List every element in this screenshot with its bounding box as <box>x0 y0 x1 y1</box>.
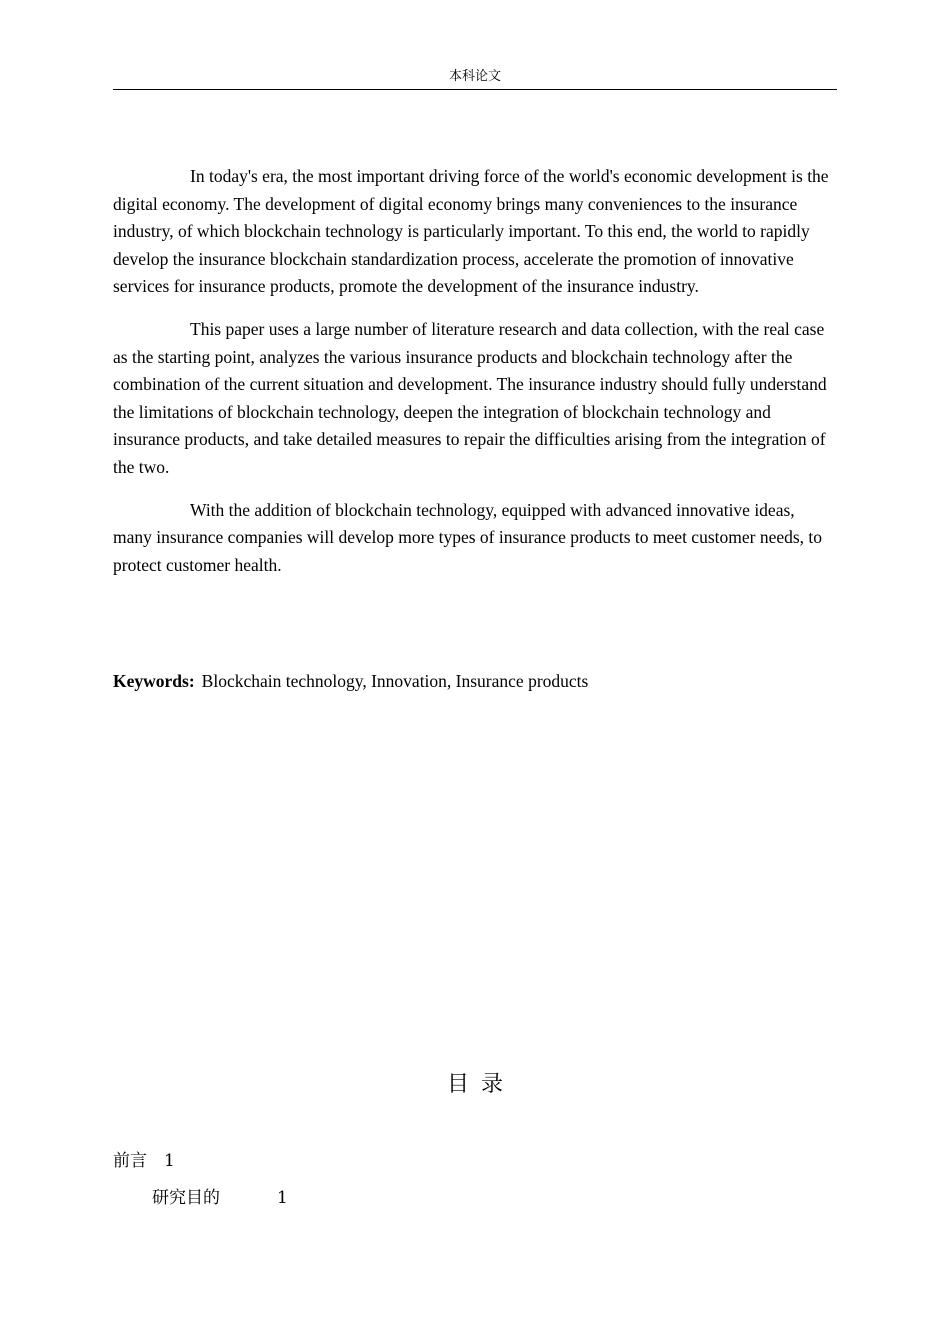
toc-entry-preface[interactable] <box>113 1149 175 1173</box>
toc-entry-label: 研究目的 <box>152 1188 220 1208</box>
keywords-value: Blockchain technology, Innovation, Insurance products <box>201 671 589 691</box>
toc-title: 目录 <box>446 1072 515 1097</box>
toc-entry-page: 1 <box>277 1188 288 1208</box>
abstract-paragraph-1: In today's era, the most important driving force of the world's economic development is the digital economy. The development of digital economy brings many conveniences to the insurance industry, of which blockchain technology is particularly important. To this end, the world to rapidly develop the insurance blockchain standardization process, accelerate the promotion of innovative services for insurance products, promote the development of the insurance industry. <box>113 166 829 297</box>
abstract-body <box>113 163 837 594</box>
abstract-paragraph-3: With the addition of blockchain technology, equipped with advanced innovative ideas, many insurance companies will develop more types of insurance products to meet customer needs, to protect customer health. <box>113 499 823 575</box>
toc-entry-page: 1 <box>164 1151 175 1171</box>
running-header <box>113 68 837 90</box>
toc-entry-label: 前言 <box>113 1151 147 1171</box>
header-title: 本科论文 <box>448 69 501 84</box>
keywords-line <box>113 668 837 695</box>
toc-entry-research-purpose[interactable] <box>152 1186 288 1210</box>
keywords-label: Keywords: <box>113 671 195 691</box>
abstract-paragraph-2: This paper uses a large number of literature research and data collection, with the real case as the starting point, analyzes the various insurance products and blockchain technology after the combination of the current situation and development. The insurance industry should fully understand the limitations of blockchain technology, deepen the integration of blockchain technology and insurance products, and take detailed measures to repair the difficulties arising from the integration of the two. <box>113 318 827 477</box>
